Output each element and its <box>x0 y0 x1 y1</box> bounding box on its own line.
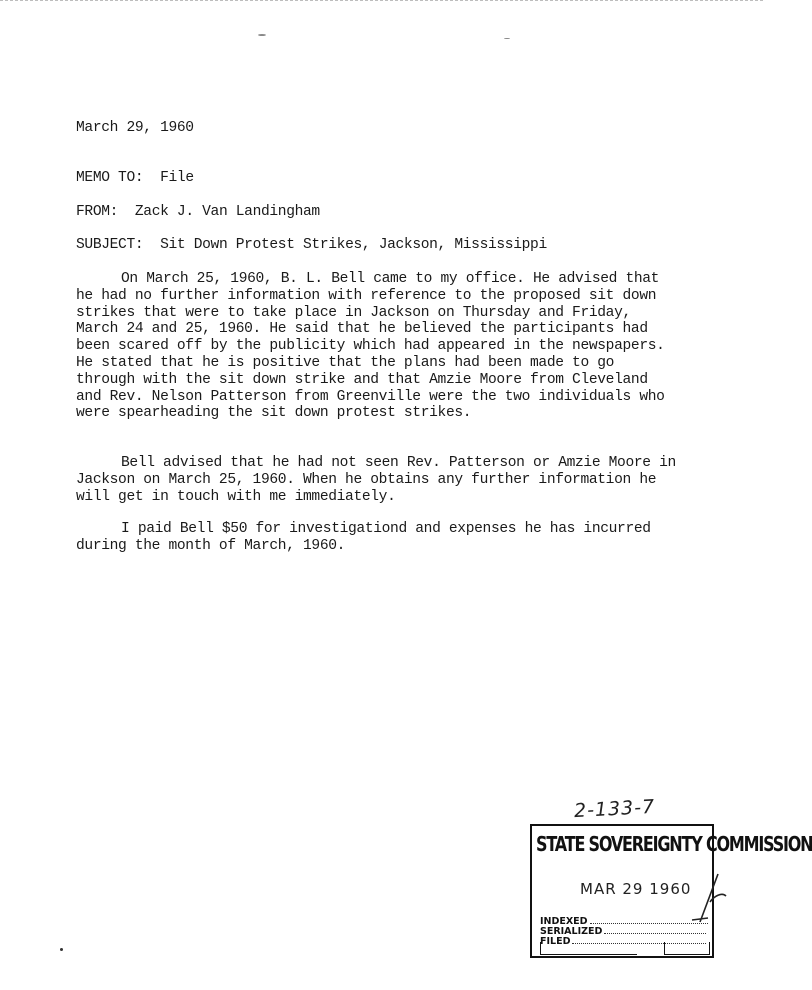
stamp-field-label: INDEXED <box>540 916 588 927</box>
stamp-date: MAR 29 1960 <box>580 880 692 898</box>
handwritten-initial-mark <box>678 872 728 930</box>
stamp-right-box <box>664 942 710 955</box>
stamp-field-label: FILED <box>540 936 571 947</box>
file-number: 2-133-7 <box>573 795 656 823</box>
memo-paragraph-text: I paid Bell $50 for investigationd and expenses he has incurred during the month of March, 1960. <box>76 521 651 554</box>
memo-paragraph-3 <box>76 521 676 555</box>
memo-paragraph-1 <box>76 271 676 422</box>
memo-from-line <box>76 204 320 221</box>
memo-paragraph-text: On March 25, 1960, B. L. Bell came to my office. He advised that he had no further information with reference to the proposed sit down strikes that were to take place in Jackson on Thursday and Friday, March 24 and 25, 1960. He said that he believed the participants had been scared off by the publicity which had appeared in the newspapers. He stated that he is positive that the plans had been made to go through with the sit down strike and that Amzie Moore from Cleveland and Rev. Nelson Patterson from Greenville were the two individuals who were spearheading the sit down protest strikes. <box>76 271 665 422</box>
memo-subject-line <box>76 237 547 254</box>
memo-paragraph-text: Bell advised that he had not seen Rev. Patterson or Amzie Moore in Jackson on March 25, 1960. When he obtains any further information he will get in touch with me immediately. <box>76 455 676 505</box>
stamp-title: STATE SOVEREIGNTY COMMISSION <box>536 832 812 856</box>
memo-subject-value: Sit Down Protest Strikes, Jackson, Mississippi <box>160 237 547 253</box>
memo-to-label: MEMO TO: <box>76 170 144 186</box>
memo-to-line <box>76 170 194 187</box>
stamp-bottom-box <box>540 942 637 955</box>
stamp-field-label: SERIALIZED <box>540 926 603 937</box>
page-top-edge <box>0 0 763 1</box>
memo-subject-label: SUBJECT: <box>76 237 144 253</box>
memo-from-label: FROM: <box>76 204 119 220</box>
memo-from-value: Zack J. Van Landingham <box>134 204 320 220</box>
commission-stamp <box>528 795 812 963</box>
memo-date: March 29, 1960 <box>76 120 194 136</box>
memo-to-value: File <box>160 170 194 186</box>
scan-speck <box>504 38 510 39</box>
scan-speck <box>60 948 63 951</box>
memo-paragraph-2 <box>76 455 676 505</box>
scan-speck <box>258 34 266 36</box>
